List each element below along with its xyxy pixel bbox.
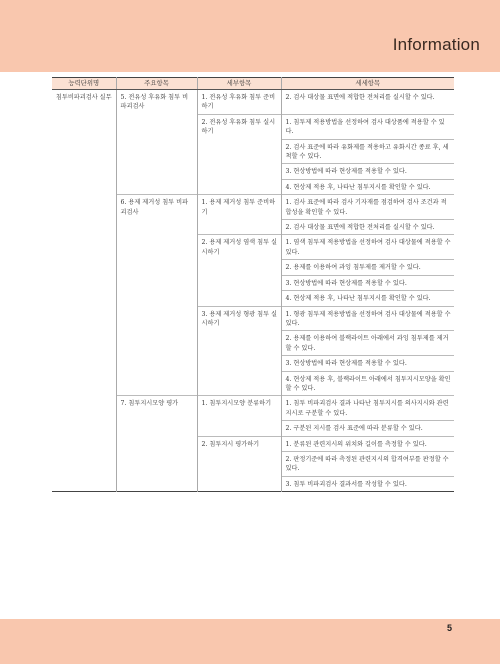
detail-item-cell: 4. 현상제 적용 후, 나타난 침투지시를 확인할 수 있다.	[281, 291, 454, 306]
detail-item-cell: 1. 침투제 적용방법을 선정하여 검사 대상품에 적용할 수 있다.	[281, 114, 454, 139]
detail-item-cell: 2. 판정기준에 따라 측정된 관련지시의 합격여부를 판정할 수 있다.	[281, 451, 454, 476]
detail-item-cell: 2. 용제를 이용하여 과잉 침투제를 제거할 수 있다.	[281, 260, 454, 275]
competency-table	[52, 77, 454, 492]
sub-item-cell: 2. 침투지시 평가하기	[197, 436, 281, 492]
detail-item-cell: 1. 분류된 관련지시의 위치와 길이를 측정할 수 있다.	[281, 436, 454, 451]
column-header: 능력단위명	[52, 78, 116, 90]
major-item-cell: 6. 용제 제거성 침투 비파괴검사	[116, 195, 197, 396]
detail-item-cell: 2. 검사 표준에 따라 유화제를 적용하고 유화시간 종료 후, 세척할 수 있다.	[281, 139, 454, 164]
detail-item-cell: 1. 형광 침투제 적용방법을 선정하여 검사 대상물에 적용할 수 있다.	[281, 306, 454, 331]
column-header: 세부항목	[197, 78, 281, 90]
column-header: 주요항목	[116, 78, 197, 90]
detail-item-cell: 2. 구분된 지시를 검사 표준에 따라 분류할 수 있다.	[281, 421, 454, 436]
detail-item-cell: 2. 검사 대상물 표면에 적합한 전처리를 실시할 수 있다.	[281, 220, 454, 235]
page-number: 5	[446, 623, 452, 633]
table-row	[52, 90, 454, 115]
column-header: 세세항목	[281, 78, 454, 90]
detail-item-cell: 3. 현상방법에 따라 현상제를 적용할 수 있다.	[281, 164, 454, 179]
detail-item-cell: 2. 검사 대상물 표면에 적합한 전처리를 실시할 수 있다.	[281, 90, 454, 115]
detail-item-cell: 1. 침투 비파괴검사 결과 나타난 침투지시를 의사지시와 관련지시로 구분할 수 있다.	[281, 396, 454, 421]
sub-item-cell: 2. 용제 제거성 염색 침투 실시하기	[197, 235, 281, 306]
page-header-title: Information	[392, 35, 480, 54]
detail-item-cell: 2. 용제를 이용하여 블랙라이트 아래에서 과잉 침투제를 제거할 수 있다.	[281, 331, 454, 356]
detail-item-cell: 3. 침투 비파괴검사 결과서를 작성할 수 있다.	[281, 476, 454, 491]
sub-item-cell: 1. 용제 제거성 침투 준비하기	[197, 195, 281, 235]
unit-name-cell: 침투비파괴검사 실무	[52, 90, 116, 492]
major-item-cell: 7. 침투지시모양 평가	[116, 396, 197, 492]
sub-item-cell: 3. 용제 제거성 형광 침투 실시하기	[197, 306, 281, 396]
sub-item-cell: 2. 전유성 후유화 침투 실시하기	[197, 114, 281, 194]
detail-item-cell: 1. 염색 침투제 적용방법을 선정하여 검사 대상물에 적용할 수 있다.	[281, 235, 454, 260]
detail-item-cell: 4. 현상제 적용 후, 나타난 침투지시를 확인할 수 있다.	[281, 179, 454, 194]
sub-item-cell: 1. 전유성 후유화 침투 준비하기	[197, 90, 281, 115]
table-header-row	[52, 78, 454, 90]
detail-item-cell: 4. 현상제 적용 후, 블랙라이트 아래에서 침투지시모양을 확인할 수 있다.	[281, 371, 454, 396]
sub-item-cell: 1. 침투지시모양 분류하기	[197, 396, 281, 436]
detail-item-cell: 1. 검사 표준에 따라 검사 기자재를 점검하여 검사 조건과 적합성을 확인할 수 있다.	[281, 195, 454, 220]
footer-band	[0, 619, 500, 664]
major-item-cell: 5. 전유성 후유화 침투 비파괴검사	[116, 90, 197, 195]
detail-item-cell: 3. 현상방법에 따라 현상제를 적용할 수 있다.	[281, 356, 454, 371]
detail-item-cell: 3. 현상방법에 따라 현상제를 적용할 수 있다.	[281, 275, 454, 290]
